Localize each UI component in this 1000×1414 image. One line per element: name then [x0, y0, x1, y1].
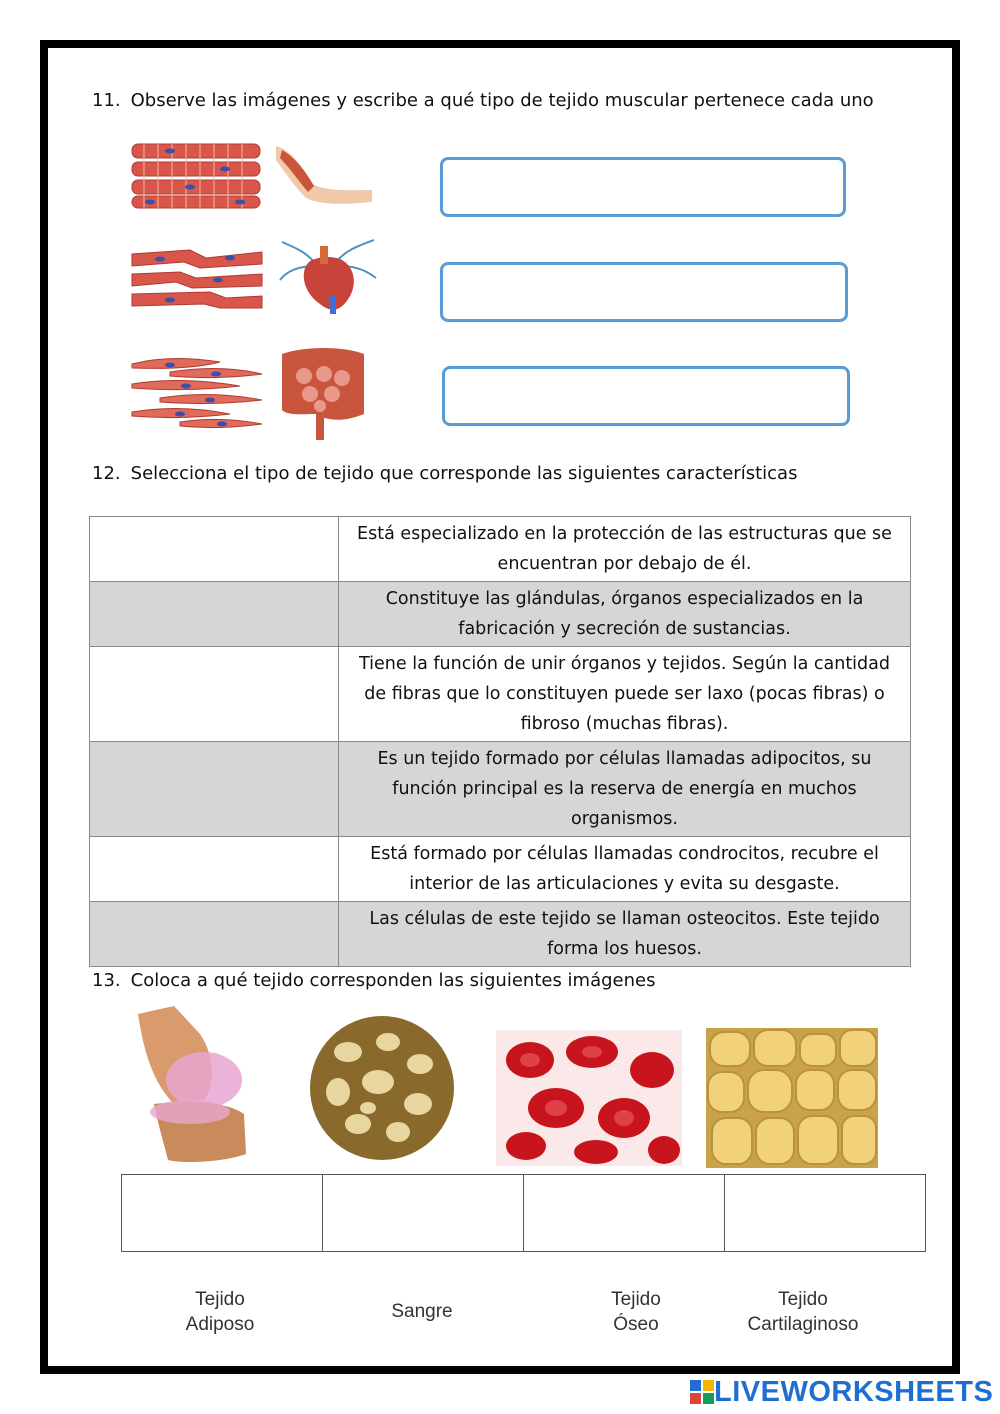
- option-oseo[interactable]: [576, 1287, 696, 1337]
- option-line: Adiposo: [185, 1314, 255, 1335]
- description-cell: Constituye las glándulas, órganos especializados en la fabricación y secreción de sustancias.: [339, 582, 911, 647]
- heart-icon: [276, 236, 380, 318]
- striated-muscle-cells-image: [130, 140, 262, 210]
- tissue-answer-cell-3[interactable]: [524, 1175, 725, 1251]
- option-line: Cartilaginoso: [747, 1314, 859, 1335]
- tissue-answer-cell-1[interactable]: [122, 1175, 323, 1251]
- description-cell: Está formado por células llamadas condrocitos, recubre el interior de las articulaciones y evita su desgaste.: [339, 837, 911, 902]
- table-row: [90, 902, 911, 967]
- liveworksheets-logo: [690, 1374, 993, 1410]
- table-row: [90, 742, 911, 837]
- option-adiposo[interactable]: [160, 1287, 280, 1337]
- question-text: Coloca a qué tejido corresponden las siguientes imágenes: [130, 970, 656, 991]
- question-number: 12.: [92, 463, 121, 484]
- option-sangre[interactable]: [362, 1299, 482, 1324]
- question-11-title: [92, 90, 874, 111]
- option-line: Tejido: [195, 1289, 245, 1310]
- answer-cell[interactable]: [90, 837, 339, 902]
- tissue-answer-grid: [121, 1174, 926, 1252]
- table-row: [90, 647, 911, 742]
- option-line: Tejido: [611, 1289, 661, 1310]
- option-line: Sangre: [391, 1301, 453, 1322]
- arm-muscle-icon: [272, 140, 376, 208]
- question-13-title: [92, 970, 655, 991]
- answer-cell[interactable]: [90, 517, 339, 582]
- spongy-bone-image: [308, 1012, 456, 1164]
- fat-cells-image: [706, 1028, 878, 1168]
- answer-cell[interactable]: [90, 582, 339, 647]
- answer-cell[interactable]: [90, 742, 339, 837]
- answer-cell[interactable]: [90, 902, 339, 967]
- question-number: 11.: [92, 90, 121, 111]
- knee-cartilage-image: [134, 1004, 258, 1166]
- smooth-muscle-cells-image: [130, 354, 264, 430]
- table-row: [90, 517, 911, 582]
- option-cartilaginoso[interactable]: [728, 1287, 878, 1337]
- tissue-answer-cell-2[interactable]: [323, 1175, 524, 1251]
- tissue-answer-cell-4[interactable]: [725, 1175, 925, 1251]
- tissue-characteristics-table: [89, 516, 911, 967]
- option-line: Tejido: [778, 1289, 828, 1310]
- description-cell: Es un tejido formado por células llamadas adipocitos, su función principal es la reserva de energía en muchos organismos.: [339, 742, 911, 837]
- red-blood-cells-image: [496, 1030, 682, 1166]
- question-text: Selecciona el tipo de tejido que corresponde las siguientes características: [130, 463, 798, 484]
- question-text: Observe las imágenes y escribe a qué tipo de tejido muscular pertenece cada uno: [130, 90, 874, 111]
- option-line: Óseo: [613, 1314, 659, 1335]
- logo-text: LIVEWORKSHEETS: [714, 1375, 994, 1408]
- cardiac-muscle-cells-image: [130, 244, 264, 314]
- description-cell: Tiene la función de unir órganos y tejidos. Según la cantidad de fibras que lo constituyen puede ser laxo (pocas fibras) o fibroso (muchas fibras).: [339, 647, 911, 742]
- table-row: [90, 582, 911, 647]
- answer-cell[interactable]: [90, 647, 339, 742]
- description-cell: Las células de este tejido se llaman osteocitos. Este tejido forma los huesos.: [339, 902, 911, 967]
- muscle-answer-box-1[interactable]: [440, 157, 846, 217]
- intestine-icon: [274, 344, 370, 444]
- muscle-answer-box-2[interactable]: [440, 262, 848, 322]
- muscle-answer-box-3[interactable]: [442, 366, 850, 426]
- description-cell: Está especializado en la protección de las estructuras que se encuentran por debajo de él.: [339, 517, 911, 582]
- liveworksheets-logo-icon: [690, 1380, 714, 1404]
- table-row: [90, 837, 911, 902]
- question-12-title: [92, 463, 797, 484]
- question-number: 13.: [92, 970, 121, 991]
